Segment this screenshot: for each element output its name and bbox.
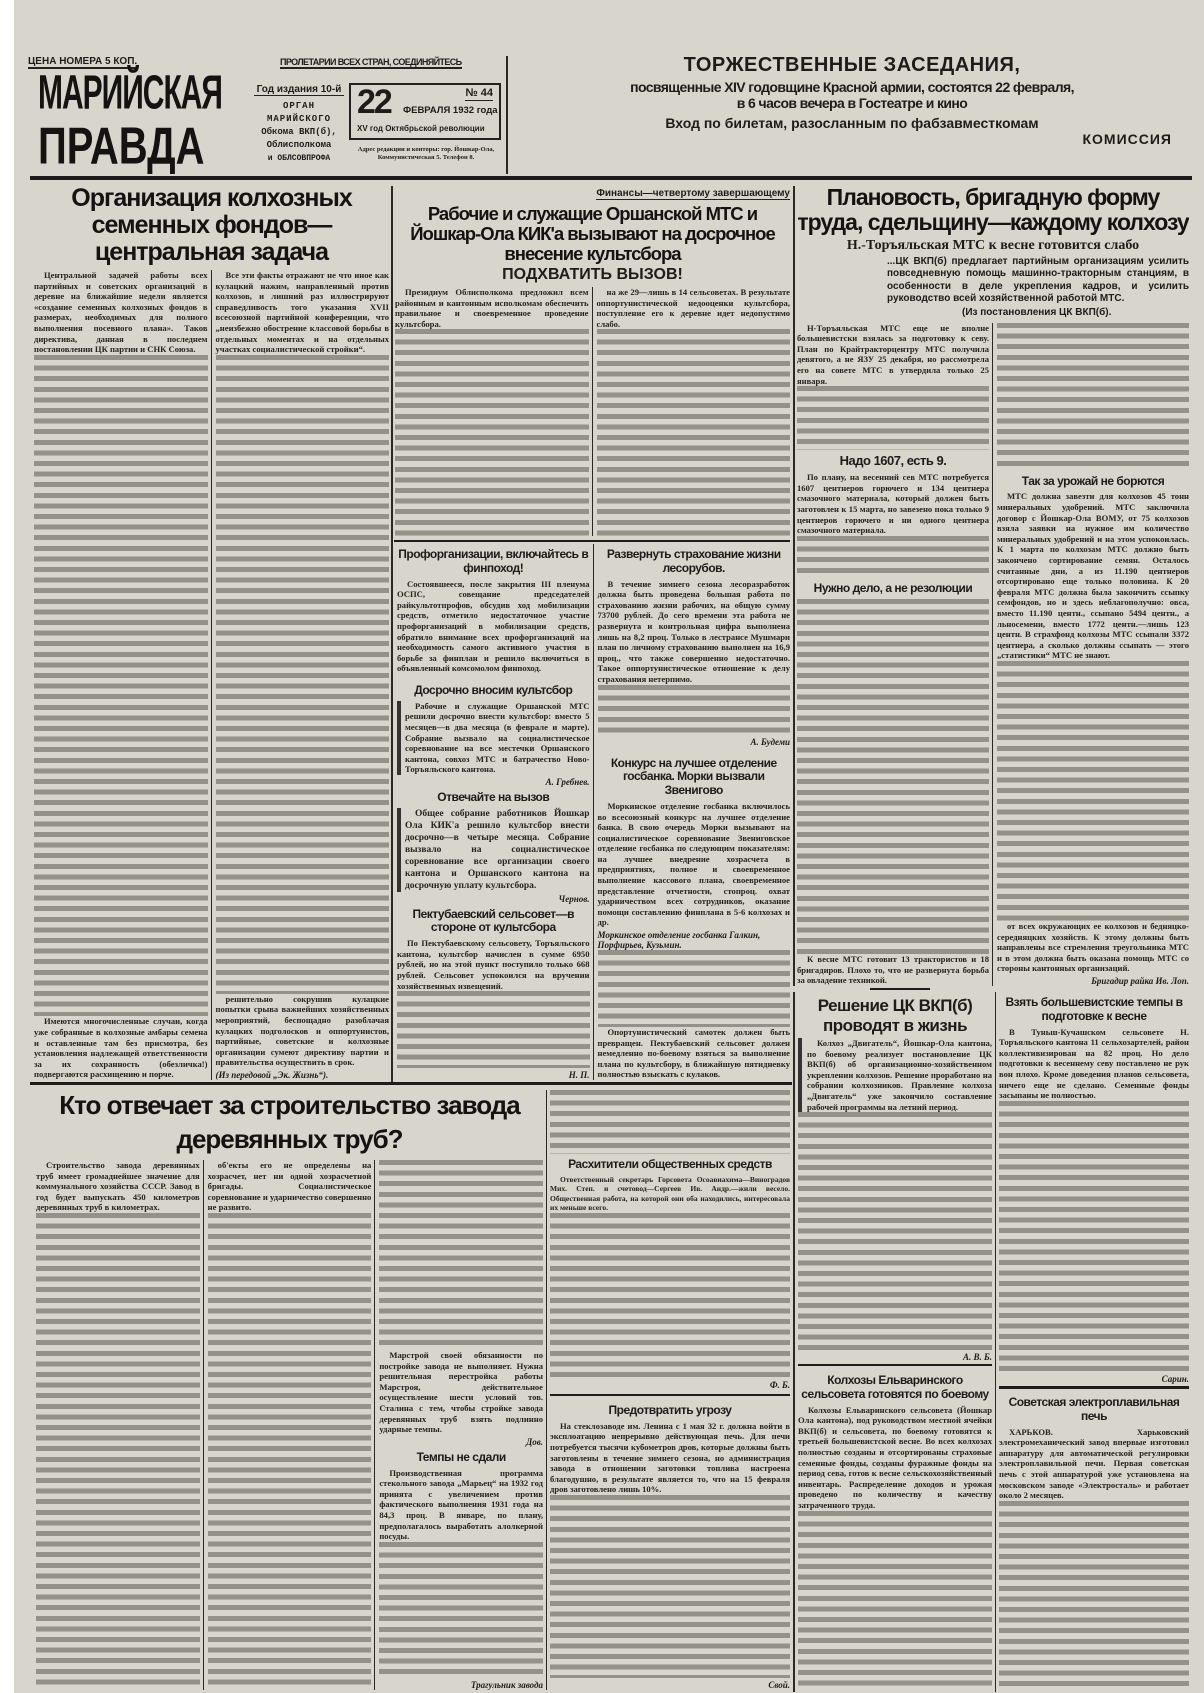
paragraph: Н-Торъяльская МТС еще не вполне большевистски взялась за подготовку к севу. План по Крайтракторцентру МТС получила девятого, а не ЯЗУ 25 декабря, но рассмотрела его на совете МТС в утвердила только 25 января. — [797, 322, 989, 386]
ugroza-article — [550, 1400, 790, 1690]
illegible-text — [997, 323, 1189, 471]
bottom-article-headline: Кто отвечает за строительство завода деревянных труб? — [59, 1090, 520, 1154]
illegible-text — [999, 1101, 1189, 1372]
signature: Дов. — [526, 1436, 543, 1447]
mid-small-articles — [397, 544, 790, 1080]
bottom-article-col1 — [36, 1160, 200, 1690]
masthead-rule — [30, 176, 1192, 180]
paragraph: Строительство завода деревянных труб имеет громаднейшее значение для коммунального хозяйства СССР. Завод в год будет выпускать 450 километров деревянных труб в километрах. — [36, 1160, 200, 1213]
section-rule — [30, 1082, 792, 1085]
announcement-line3: Вход по билетам, разосланным по фабзавместкомам — [665, 115, 1039, 131]
paragraph: от всех окружающих ее колхозов и бедняцко-середняцких хозяйств. К этому должны быть направлены все стремления треугольника МТС и в этом должна быть оказана помощь МТС со стороны кантонных организаций. — [997, 921, 1189, 974]
illegible-text — [36, 1213, 200, 1690]
signature: Сарин. — [1161, 1374, 1189, 1384]
illegible-text — [797, 599, 989, 955]
illegible-text — [550, 1213, 790, 1378]
source-note: (Из передовой „Эк. Жизнь“). — [215, 1070, 329, 1080]
paragraph: По плану, на весенний сев МТС потребуется 1607 центнеров горючего и 134 центнера смазочного материала, который должен быть заготовлен к 15 марта, но завезено пока только 9 центнеров горючего и ни одного центнера смазочного материала. — [797, 472, 989, 536]
paragraph: ХАРЬКОВ. Харьковский электромеханический завод впервые изготовил аппаратуру для автоматической регулировки электроплавильной печи. Первая советская печь с этой аппаратурой уже установлена на московском заводе «Электросталь» и работает около 2 месяцев. — [999, 1426, 1189, 1501]
paragraph: об'екты его не определены на хозрасчет, нет ни одной хозрасчетной бригады. Социалистическое соревнование и ударничество совершенно не развито. — [207, 1160, 372, 1213]
paragraph: Президиум Облисполкома предложил всем районным и кантонным исполкомам обеспечить правильное и своевременное проведение культсбора. — [395, 286, 589, 329]
signature: А. В. Б. — [963, 1352, 992, 1362]
mid-article-col2 — [592, 287, 791, 536]
illegible-text — [550, 1495, 790, 1678]
signature: А. Будеми — [750, 736, 790, 747]
illegible-text — [798, 1112, 992, 1350]
separator — [870, 988, 930, 990]
left-article — [34, 185, 389, 1080]
announcement-title: ТОРЖЕСТВЕННЫЕ ЗАСЕДАНИЯ, — [683, 54, 1021, 76]
illegible-text — [999, 1501, 1189, 1690]
illegible-text — [216, 355, 390, 994]
section-heading: Так за урожай не борются — [1021, 473, 1165, 488]
article-headline: Досрочно вносим культсбор — [414, 682, 573, 697]
article-headline: Советская электроплавильная печь — [1008, 1395, 1180, 1423]
article-headline: Развернуть страхование жизни лесорубов. — [606, 547, 781, 575]
mid-small-col1 — [397, 544, 590, 1080]
elvar-article — [798, 1370, 992, 1690]
paragraph: В Туньш-Кучашском сельсовете Н. Торъяльского кантона 11 сельхозартелей, район коллективизирован на 82 проц. Но дело подготовки к весеннему севу поставлено не рук вон плохо. Кроме доведения планов сельсовета, ничего еще не сделано. Семенные фонды засыпаны не полностью. — [999, 1026, 1189, 1101]
publication-year: Год издания 10-й — [254, 84, 344, 96]
separator — [999, 1386, 1189, 1389]
paragraph: МТС должна завезти для колхозов 45 тонн минеральных удобрений. МТС заключила договор с Йошкар-Ола ВОМУ, от 75 колхозов взяла заявки на нужное им количество минеральных удобрений и на этом успокоилась. К 1 марта по колхозам МТС должно быть закончено сортирование семян. Осталось считанные дни, а из 11.190 центнеров отсортировано еще только половина. К 20 февраля МТС должна была закончить ссыпку семфондов, но и здесь неблагополучно: овса, вместо 11.190 центн., ссыпано 5494 центн., а льносемени, вместо 1772 центн.—лишь 123 центн. В страхфонд колхозы МТС ссыпали 3372 центнера, а сколько должны ссыпать — этого „статистики“ МТС не знают. — [997, 491, 1189, 661]
paragraph: Моркинское отделение госбанка включилось во всесоюзный конкурс на лучшее отделение банка. В свою очередь Морки вызывают на социалистическое соревнование Звениговское отделение госбанка по следующим показателям: на лучшее внедрение хозрасчета в предприятиях, полное и своевременное выполнение кассового плана, своевременное представление отчетности, стопроц. охват ударничеством всех сотрудников, оказание помощи составлению финплана в 5-6 колхозах и др. — [597, 800, 790, 928]
article-headline: Профорганизации, включайтесь в финпоход! — [398, 547, 589, 575]
paragraph: Имеются многочисленные случаи, когда уже собранные в колхозные амбары семена и оставленные там без присмотра, без установления надлежащей ответственности за их сохранность (обезличка!) подвергаются расхищению и порче. — [34, 1016, 208, 1080]
illegible-text — [798, 1511, 992, 1690]
mid-article-headline: Рабочие и служащие Оршанской МТС и Йошкар-Ола КИК'а вызывают на досрочное внесение культсбора — [410, 203, 775, 264]
bottom-article-col3 — [374, 1160, 543, 1690]
section-heading: Надо 1607, есть 9. — [839, 453, 947, 469]
right-article — [797, 185, 1189, 986]
organ-line: МАРИЙСКОГО — [266, 114, 331, 124]
paragraph: Центральной задачей работы всех партийных и советских организаций в деревне на ближайшие недели является «создание семенных колхозных фондов в размерах, необходимых для полного выполнения посевного плана». Таков директива, данная в последнем постановлении ЦК партии и СНК Союза. — [34, 270, 208, 355]
announcement — [512, 54, 1192, 147]
slogan: ПРОЛЕТАРИИ ВСЕХ СТРАН, СОЕДИНЯЙТЕСЬ — [280, 57, 462, 67]
paragraph: Колхоз „Двигатель“, Йошкар-Ола кантона, по боевому реализует постановление ЦК ВКП(б) об организационно-хозяйственном укреплении колхозов. Решение проработано на собрании колхозников. Правление колхоза „Двигатель“ уже закончило составление рабочей программы на летний период. — [798, 1038, 992, 1112]
date-box — [349, 83, 501, 140]
organ-line: ОРГАН — [282, 101, 315, 111]
paragraph: К весне МТС готовит 13 трактористов и 18 бригадиров. Плохо то, что не развернута борьба за овладение техникой. — [797, 954, 989, 986]
illegible-text — [550, 1090, 790, 1154]
signature: А. Гребнев. — [545, 776, 590, 787]
signature: Ф. Б. — [769, 1380, 790, 1390]
organ-line: Обкома ВКП(б), — [261, 127, 337, 137]
issue-number: № 44 — [465, 87, 493, 99]
pech-article — [999, 1392, 1189, 1690]
article-headline: Пектубаевский сельсовет—в стороне от культсбора — [412, 906, 575, 935]
signature: Чернов. — [558, 893, 590, 904]
newspaper-title-line2: ПРАВДА — [38, 118, 205, 176]
issue-month-year: ФЕВРАЛЯ 1932 года — [403, 105, 498, 116]
right-article-col2 — [992, 323, 1189, 986]
article-headline: Темпы не сдали — [416, 1449, 506, 1464]
column-rule — [391, 186, 393, 1082]
paragraph: Опортунистический самотек должен быть превращен. Пектубаевский сельсовет должен немедленно по-боевому взяться за выполнение плана по культсбору, в ближайшую пятидневку полностью взыскать с кулаков. — [597, 1027, 790, 1080]
paragraph: Общее собрание работников Йошкар Ола КИК'а решило культсбор внести досрочно—в четыре месяца. Собрание вызвало на социалистическое соревнование все организации своего кантона и Оршанского кантона на досрочную уплату культсбора. — [397, 808, 590, 892]
separator — [550, 1394, 790, 1396]
issue-day: 22 — [357, 83, 391, 121]
article-headline: Отвечайте на вызов — [437, 789, 550, 804]
vzyat-article — [999, 992, 1189, 1384]
announcement-signature: КОМИССИЯ — [1082, 131, 1172, 147]
right-article-subhead: Н.-Торъяльская МТС к весне готовится слабо — [846, 237, 1140, 253]
announcement-line2: в 6 часов вечера в Гостеатре и кино — [736, 95, 968, 111]
illegible-text — [598, 950, 791, 1027]
paragraph: Состоявшееся, после закрытия III пленума ОСПС, совещание председателей райкультотпрофов, обсудив ход мобилизации средств, отметило недостаточное участие профорганизаций в мобилизации средств, обратило внимание всех профорганизаций на необходимость самого активного участия в борьбе за финплан и решило включиться в объявленный комсомолом финпоход. — [397, 578, 590, 674]
paragraph: Производственная программа стекольного завода „Марьец“ на 1932 год принята с увеличением против фактического выполнения 1931 года на 84,3 проц. В январе, по плану, предполагалось выработать алолкерной посуды. — [379, 1467, 543, 1542]
bottom-article-col2 — [203, 1160, 372, 1690]
article-headline: Конкурс на лучшее отделение госбанка. Морки вызвали Звенигово — [610, 755, 777, 798]
signature: Трагульник завода — [470, 1680, 543, 1690]
mid-article — [395, 183, 790, 536]
paragraph: На стеклозаводе им. Ленина с 1 мая 32 г. должна войти в эксплоатацию непрерывно действующая печь. Для печи потребуется тысячи кубометров дров, которые должны быть заготовлены в течение зимнего сезона, но администрация завода в отношении заготовки топлива настроена благодушно, в результате является то, что на 15 февраля дров заготовлено лишь 10%. — [550, 1420, 790, 1495]
illegible-text — [997, 661, 1189, 921]
paragraph: решительно сокрушив кулацкие попытки срыва важнейших хозяйственных мероприятий, беспощадно разоблачая кулацких подголосков и оппортунистов, партийные, советские и колхозные организации сумеют директиву партии и правительства осуществить в срок. — [215, 993, 389, 1068]
signature: Н. П. — [568, 1070, 590, 1080]
rashititeli-article — [550, 1090, 790, 1390]
right-article-headline: Плановость, бригадную форму труда, сдельщину—каждому колхозу — [797, 185, 1189, 235]
article-headline: Предотвратить угрозу — [608, 1403, 732, 1417]
illegible-text — [397, 991, 590, 1068]
left-article-headline: Организация колхозных семенных фондов—центральная задача — [71, 185, 352, 266]
organ-info — [254, 100, 344, 165]
organ-line: и ОБЛСОВПРОФА — [267, 154, 331, 163]
signature: Моркинское отделение госбанка Галкин, Порфирьев, Кузьмин. — [597, 930, 761, 951]
paragraph: В течение зимнего сезона лесоразработок должна быть проведена большая работа по страхованию жизни рабочих, на общую сумму 73700 рублей. До сего времени эта работа не развернута и контрольная цифра выполнена лишь на 8,2 проц. Только в лестрансе Мушмари план по личному страхованию выполнен на 16,9 проц., что также совершенно недостаточно. Такое оппортунистическое отношение к делу страхования нетерпимо. — [597, 578, 790, 684]
section-heading: Нужно дело, а не резолюции — [813, 580, 973, 595]
revolution-year: XV год Октябрьской революции — [357, 124, 485, 133]
separator — [798, 1364, 992, 1366]
mid-article-subhead: ПОДХВАТИТЬ ВЫЗОВ! — [502, 265, 683, 283]
newspaper-title-line1: МАРИЙСКАЯ — [38, 66, 222, 120]
quote-source: (Из постановления ЦК ВКП(б). — [962, 306, 1112, 318]
left-article-col2 — [211, 270, 390, 1080]
bottom-article — [36, 1088, 543, 1690]
illegible-text — [395, 329, 589, 536]
organ-line: Облисполкома — [266, 140, 332, 150]
masthead-divider — [506, 56, 508, 174]
column-rule — [793, 992, 795, 1692]
illegible-text — [379, 1542, 543, 1678]
illegible-text — [797, 386, 989, 450]
illegible-text — [598, 685, 791, 735]
rubric: Финансы—четвертому завершающему — [596, 188, 790, 199]
signature: Свой. — [768, 1680, 790, 1690]
party-quote: ...ЦК ВКП(б) предлагает партийным организациям усилить повседневную помощь машинно-тракторным станциям, в особенности в деле укрепления кадров, и усилить руководство всей хозяйственной работой МТС. — [887, 255, 1189, 305]
mid-small-col2 — [593, 544, 791, 1080]
article-headline: Взять большевистские темпы в подготовке к весне — [1005, 995, 1183, 1023]
signature: Бригадир райка Ив. Лоп. — [1091, 976, 1189, 986]
illegible-text — [597, 329, 791, 536]
paragraph: Марстрой своей обязанности по постройке завода не выполняет. Нужна решительная перестройка работы Марстроя, действительное осуществление шести условий тов. Сталина с тем, чтобы стройке завода деревянных труб взять подлинно ударные темпы. — [379, 1350, 543, 1435]
article-headline: Решение ЦК ВКП(б) проводят в жизнь — [817, 996, 973, 1035]
illegible-text — [379, 1160, 543, 1350]
right-article-col1 — [797, 323, 989, 986]
price-label: ЦЕНА НОМЕРА 5 КОП. — [28, 56, 138, 67]
column-rule — [995, 992, 996, 1692]
left-article-col1 — [34, 270, 208, 1080]
article-headline: Колхозы Ельваринского сельсовета готовятся по боевому — [801, 1373, 989, 1401]
paragraph: Рабочие и служащие Оршанской МТС решили досрочно внести культсбор: вместо 5 месяцев—в два месяца (в феврале и марте). Собрание вызвало на социалистическое соревнование на все местечки Оршанского кантона, совхоз МТС и батрачество Ново-Торъяльского кантона. — [397, 701, 590, 775]
section-rule — [394, 540, 790, 542]
article-headline: Расхитители общественных средств — [568, 1157, 772, 1171]
paragraph: Все эти факты отражают не что иное как кулацкий нажим, направленный против колхозов, и лишний раз иллюстрируют справедливость того указания XVII всесоюзной партийной конференции, что „неизбежно обострение классовой борьбы в отдельных моментах и на отдельных участках социалистической стройки“. — [215, 270, 389, 355]
column-rule — [546, 1090, 547, 1690]
reshenie-article — [798, 992, 992, 1362]
paragraph: Колхозы Ельваринского сельсовета (Йошкар Ола кантона), под руководством местной ячейки ВКП(б) и сельсовета, по боевому готовятся к третьей большевистской весне. Во всех колхозах полностью созданы и отсортированы страховые семенные фонды, созданы фуражные фонды на период сева, готов к весне сельскохозяйственный инвентарь. Распределение доходов и урожая проведено по количеству и качеству затраченного труда. — [798, 1404, 992, 1510]
paragraph: Ответственный секретарь Горсовета Осоавиахима—Виноградов Мих. Степ. и счетовод—Сергеев Ив. Андр.—жили весело. Общественная работа, на которой они оба находились, интересовала их меньше всего. — [550, 1174, 790, 1213]
paragraph: на же 29—лишь в 14 сельсоветах. В результате оппортунистической недооценки культсбора, поступление его к деревне идет недопустимо слабо. — [596, 286, 790, 329]
column-rule — [793, 186, 795, 986]
illegible-text — [34, 355, 208, 1017]
illegible-text — [208, 1213, 372, 1690]
paragraph: По Пектубаевскому сельсовету, Торъяльского кантона, культсбор начислен в сумме 6950 рублей, но на этой пункт поступило только 668 рублей. Сельсовет успокоился на вручении хозяйственных извещений. — [397, 938, 590, 991]
mid-article-col1 — [395, 287, 589, 536]
announcement-line1: посвященные XIV годовщине Красной армии, состоятся 22 февраля, — [630, 79, 1074, 95]
illegible-text — [797, 536, 989, 578]
editorial-address: Адрес редакции и конторы: гор. Йошкар-Ола, Коммунистическая 5. Телефон 8. — [357, 146, 495, 161]
